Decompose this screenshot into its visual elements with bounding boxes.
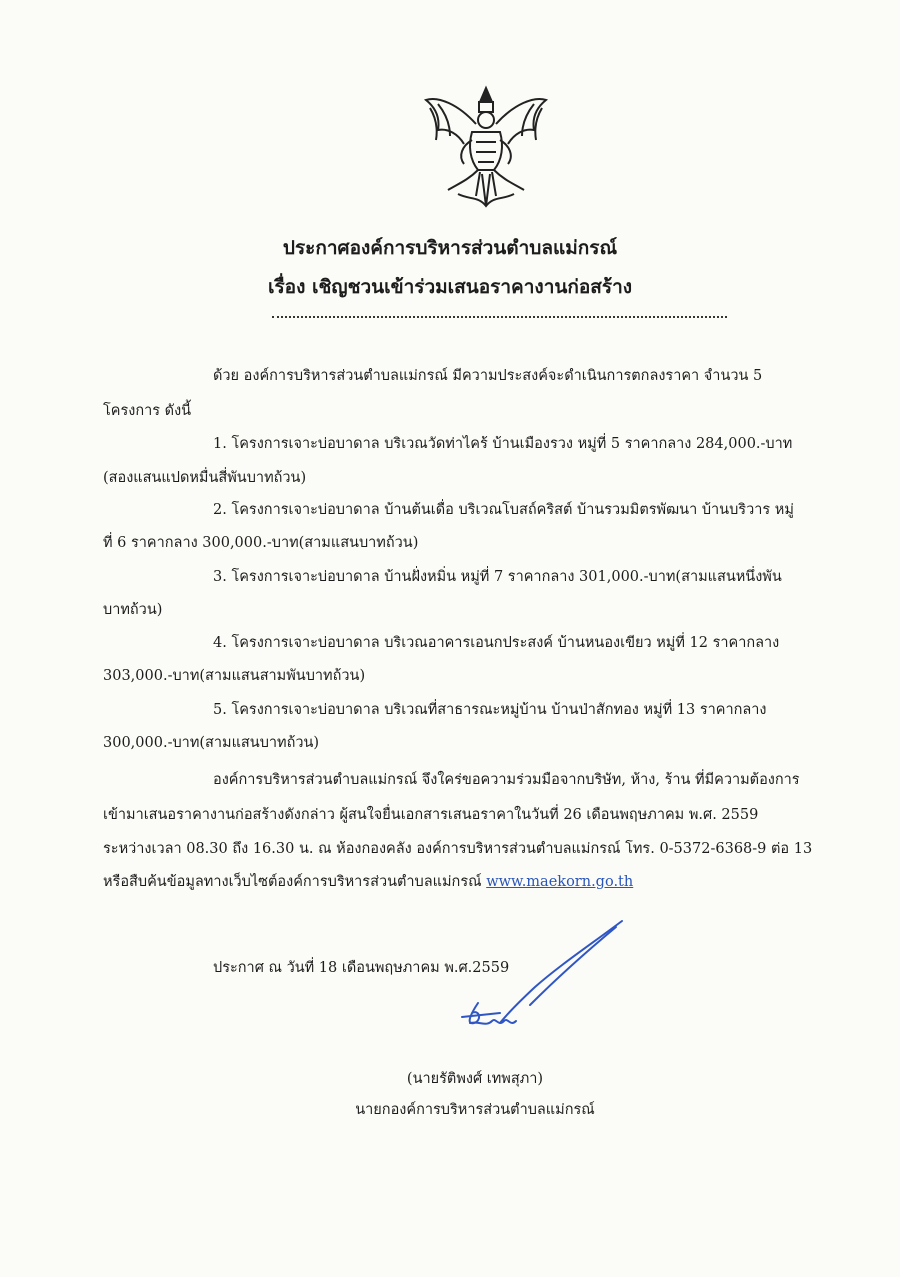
project-2-line-2: ที่ 6 ราคากลาง 300,000.-บาท(สามแสนบาทถ้วน)	[103, 535, 419, 551]
project-4-line-1: 4. โครงการเจาะบ่อบาดาล บริเวณอาคารเอนกประสงค์ บ้านหนองเขียว หมู่ที่ 12 ราคากลาง	[213, 635, 780, 651]
intro-line-1-text: ด้วย องค์การบริหารส่วนตำบลแม่กรณ์ มีความประสงค์จะดำเนินการตกลงราคา จำนวน 5	[213, 368, 763, 384]
document-subject: เรื่อง เชิญชวนเข้าร่วมเสนอราคางานก่อสร้าง	[267, 276, 633, 298]
signature-icon	[440, 905, 670, 1045]
invitation-line-3: ระหว่างเวลา 08.30 ถึง 16.30 น. ณ ห้องกองคลัง องค์การบริหารส่วนตำบลแม่กรณ์ โทร. 0-5372-6368-9 ต่อ 13	[103, 841, 813, 857]
project-2-line-1: 2. โครงการเจาะบ่อบาดาล บ้านต้นเดื่อ บริเวณโบสถ์คริสต์ บ้านรวมมิตรพัฒนา บ้านบริวาร หมู่	[213, 502, 794, 518]
project-5-line-1: 5. โครงการเจาะบ่อบาดาล บริเวณที่สาธารณะหมู่บ้าน บ้านป่าสักทอง หมู่ที่ 13 ราคากลาง	[213, 702, 767, 718]
project-3-line-2: บาทถ้วน)	[103, 602, 163, 618]
project-1-line-1: 1. โครงการเจาะบ่อบาดาล บริเวณวัดท่าไคร้ บ้านเมืองรวง หมู่ที่ 5 ราคากลาง 284,000.-บาท	[213, 436, 793, 452]
project-1-line-2: (สองแสนแปดหมื่นสี่พันบาทถ้วน)	[103, 470, 307, 486]
document-title: ประกาศองค์การบริหารส่วนตำบลแม่กรณ์	[282, 237, 618, 259]
project-3-line-1: 3. โครงการเจาะบ่อบาดาล บ้านฝั่งหมิ่น หมู่ที่ 7 ราคากลาง 301,000.-บาท(สามแสนหนึ่งพัน	[213, 569, 782, 585]
dotted-divider	[272, 316, 727, 318]
invitation-line-2: เข้ามาเสนอราคางานก่อสร้างดังกล่าว ผู้สนใจยื่นเอกสารเสนอราคาในวันที่ 26 เดือนพฤษภาคม พ.ศ. 2559	[103, 807, 759, 823]
intro-line-1	[213, 366, 823, 386]
project-4-line-2: 303,000.-บาท(สามแสนสามพันบาทถ้วน)	[103, 668, 366, 684]
announce-date: ประกาศ ณ วันที่ 18 เดือนพฤษภาคม พ.ศ.2559	[213, 960, 510, 976]
intro-line-2: โครงการ ดังนี้	[103, 403, 192, 419]
project-5-line-2: 300,000.-บาท(สามแสนบาทถ้วน)	[103, 735, 320, 751]
invitation-line-1: องค์การบริหารส่วนตำบลแม่กรณ์ จึงใคร่ขอความร่วมมือจากบริษัท, ห้าง, ร้าน ที่มีความต้องการ	[213, 772, 800, 788]
invitation-line-4	[103, 872, 633, 892]
website-link[interactable]: www.maekorn.go.th	[486, 874, 634, 890]
garuda-emblem-icon	[418, 84, 554, 210]
invitation-line-4-text: หรือสืบค้นข้อมูลทางเว็บไซต์องค์การบริหารส่วนตำบลแม่กรณ์	[103, 874, 487, 890]
signatory-name: (นายรัติพงศ์ เทพสุภา)	[406, 1071, 544, 1087]
signatory-title: นายกองค์การบริหารส่วนตำบลแม่กรณ์	[355, 1102, 595, 1118]
